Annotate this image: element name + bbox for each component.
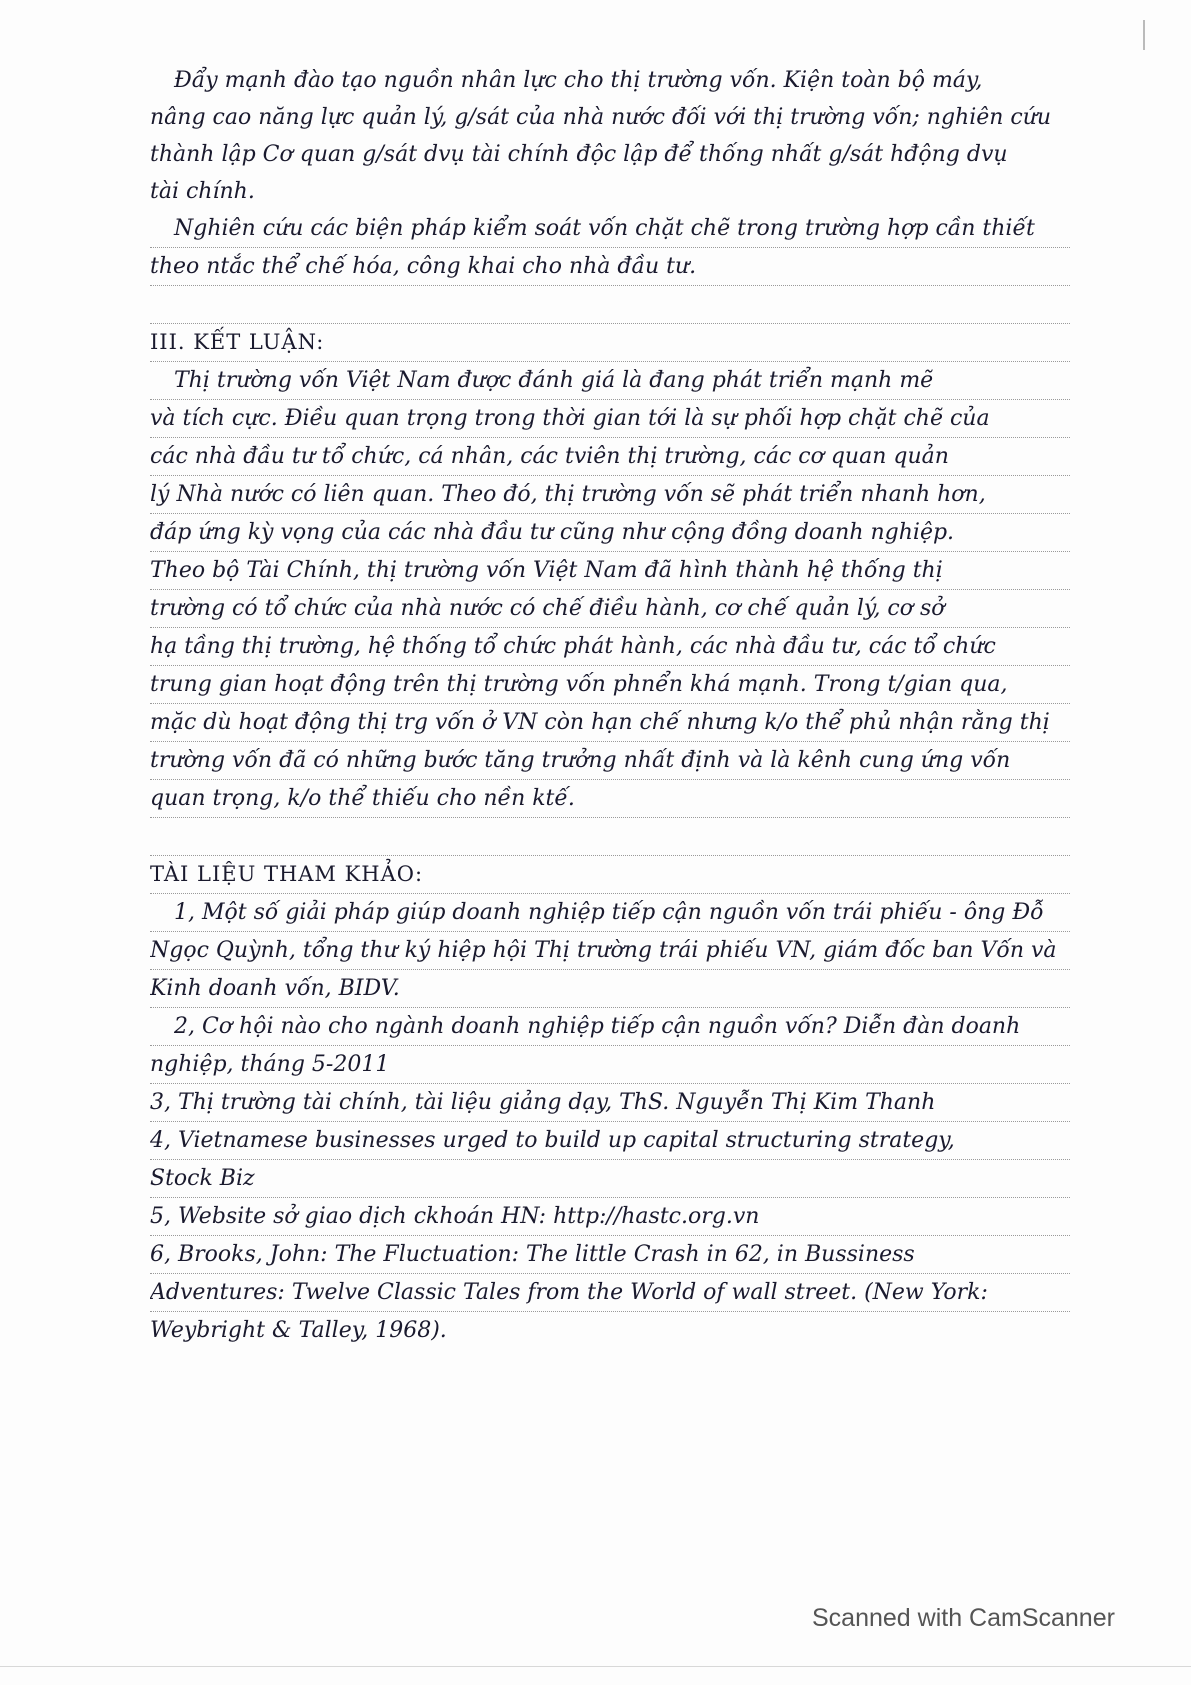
text-line: nâng cao năng lực quản lý, g/sát của nhà nước đối với thị trường vốn; nghiên cứu [150,105,1052,130]
text-line: đáp ứng kỳ vọng của các nhà đầu tư cũng như cộng đồng doanh nghiệp. [150,514,1070,552]
reference-line: 1, Một số giải pháp giúp doanh nghiệp tiếp cận nguồn vốn trái phiếu - ông Đỗ [150,894,1070,932]
references-heading: TÀI LIỆU THAM KHẢO: [150,856,1070,894]
text-line: quan trọng, k/o thể thiếu cho nền ktế. [150,780,1070,818]
scan-edge-mark [1143,20,1145,50]
reference-line: Kinh doanh vốn, BIDV. [150,970,1070,1008]
reference-line: Weybright & Talley, 1968). [150,1318,447,1343]
conclusion-heading: III. KẾT LUẬN: [150,324,1070,362]
reference-line: Ngọc Quỳnh, tổng thư ký hiệp hội Thị trường trái phiếu VN, giám đốc ban Vốn và [150,932,1070,970]
reference-line: 2, Cơ hội nào cho ngành doanh nghiệp tiếp cận nguồn vốn? Diễn đàn doanh [150,1008,1070,1046]
text-line: lý Nhà nước có liên quan. Theo đó, thị trường vốn sẽ phát triển nhanh hơn, [150,476,1070,514]
reference-line: Stock Biz [150,1160,1070,1198]
text-line: trường vốn đã có những bước tăng trưởng nhất định và là kênh cung ứng vốn [150,742,1070,780]
reference-line: 3, Thị trường tài chính, tài liệu giảng dạy, ThS. Nguyễn Thị Kim Thanh [150,1084,1070,1122]
conclusion-section [150,324,1070,856]
text-line: và tích cực. Điều quan trọng trong thời gian tới là sự phối hợp chặt chẽ của [150,400,1070,438]
text-line: trung gian hoạt động trên thị trường vốn phnển khá mạnh. Trong t/gian qua, [150,666,1070,704]
text-line: tài chính. [150,179,255,204]
text-line: hạ tầng thị trường, hệ thống tổ chức phát hành, các nhà đầu tư, các tổ chức [150,628,1070,666]
text-line: theo ntắc thể chế hóa, công khai cho nhà đầu tư. [150,248,1070,286]
reference-line: nghiệp, tháng 5-2011 [150,1046,1070,1084]
reference-line: 4, Vietnamese businesses urged to build up capital structuring strategy, [150,1122,1070,1160]
text-line: mặc dù hoạt động thị trg vốn ở VN còn hạn chế nhưng k/o thể phủ nhận rằng thị [150,704,1070,742]
text-line: thành lập Cơ quan g/sát dvụ tài chính độc lập để thống nhất g/sát hđộng dvụ [150,142,1008,167]
blank-ruled-line [150,286,1070,324]
text-line: các nhà đầu tư tổ chức, cá nhân, các tviên thị trường, các cơ quan quản [150,438,1070,476]
references-section [150,856,1070,1349]
text-line: trường có tổ chức của nhà nước có chế điều hành, cơ chế quản lý, cơ sở [150,590,1070,628]
text-line: Theo bộ Tài Chính, thị trường vốn Việt Nam đã hình thành hệ thống thị [150,552,1070,590]
reference-line: Adventures: Twelve Classic Tales from the World of wall street. (New York: [150,1274,1070,1312]
reference-line: 5, Website sở giao dịch ckhoán HN: http://hastc.org.vn [150,1198,1070,1236]
camscanner-watermark: Scanned with CamScanner [812,1604,1115,1632]
text-line: Thị trường vốn Việt Nam được đánh giá là đang phát triển mạnh mẽ [150,362,1070,400]
blank-ruled-line [150,818,1070,856]
reference-line: 6, Brooks, John: The Fluctuation: The little Crash in 62, in Bussiness [150,1236,1070,1274]
page-bottom-edge [0,1666,1191,1667]
text-line: Đẩy mạnh đào tạo nguồn nhân lực cho thị trường vốn. Kiện toàn bộ máy, [174,68,983,93]
intro-paragraph [150,62,1070,210]
handwritten-content [150,62,1070,1349]
research-paragraph [150,210,1070,324]
text-line: Nghiên cứu các biện pháp kiểm soát vốn chặt chẽ trong trường hợp cần thiết [150,210,1070,248]
